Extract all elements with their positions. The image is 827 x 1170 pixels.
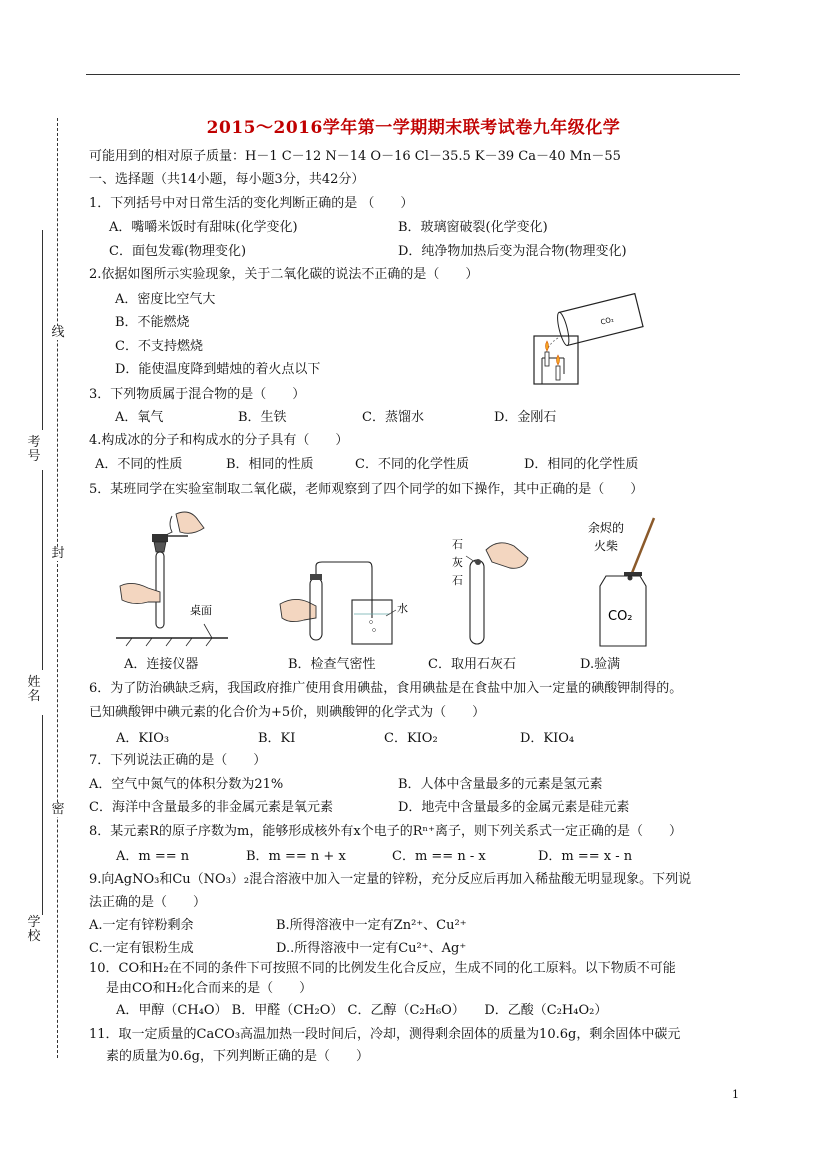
xingming-rule [42, 470, 43, 670]
q9-option-a: A.一定有锌粉剩余 [89, 918, 194, 933]
q10-stem-line1: 10．CO和H₂在不同的条件下可按照不同的比例发生化合反应，生成不同的化工原料。以下物质不可能 [89, 961, 676, 976]
page-number: 1 [732, 1088, 739, 1101]
q5-option-c: C．取用石灰石 [428, 657, 516, 672]
binding-dashed-line [57, 118, 58, 1058]
q8-option-b: B．m == n + x [246, 849, 346, 864]
q1-stem: 1．下列括号中对日常生活的变化判断正确的是 （ ） [89, 196, 414, 211]
q5-option-b: B．检查气密性 [288, 657, 376, 672]
q5-fig-match-2: 火柴 [594, 539, 619, 553]
q9-option-b: B.所得溶液中一定有Zn²⁺、Cu²⁺ [276, 918, 467, 933]
binding-label-kaohao: 考号 [27, 435, 41, 464]
kaohao-rule [42, 230, 43, 430]
q11-stem-line1: 11．取一定质量的CaCO₃高温加热一段时间后，冷却，测得剩余固体的质量为10.6g，剩余固体中碳元 [89, 1027, 681, 1042]
q4-option-a: A．不同的性质 [95, 457, 183, 472]
header-rule [86, 74, 740, 75]
q3-option-c: C．蒸馏水 [362, 410, 424, 425]
q3-stem: 3．下列物质属于混合物的是（ ） [89, 387, 306, 402]
q9-option-d: D..所得溶液中一定有Cu²⁺、Ag⁺ [276, 941, 467, 956]
q4-option-d: D．相同的化学性质 [524, 457, 639, 472]
q9-stem-line1: 9.向AgNO₃和Cu（NO₃）₂混合溶液中加入一定量的锌粉，充分反应后再加入稀盐酸无明显现象。下列说 [89, 872, 692, 887]
q8-option-a: A．m == n [116, 849, 190, 864]
q5-stem: 5．某班同学在实验室制取二氧化碳，老师观察到了四个同学的如下操作，其中正确的是（ ） [89, 482, 644, 497]
q2-option-d: D．能使温度降到蜡烛的着火点以下 [115, 362, 321, 377]
q10-stem-line2: 是由CO和H₂化合而来的是（ ） [106, 981, 313, 996]
q5-fig-desk-label: 桌面 [190, 605, 212, 617]
q2-stem: 2.依据如图所示实验现象，关于二氧化碳的说法不正确的是（ ） [89, 267, 479, 282]
binding-label-xuexiao: 学校 [27, 915, 41, 944]
binding-char-feng: 封 [51, 546, 65, 561]
q6-stem-line2: 已知碘酸钾中碘元素的化合价为+5价，则碘酸钾的化学式为（ ） [89, 705, 486, 720]
q4-option-c: C．不同的化学性质 [355, 457, 469, 472]
q2-option-a: A．密度比空气大 [115, 292, 216, 307]
q7-option-c: C．海洋中含量最多的非金属元素是氧元素 [89, 800, 333, 815]
q6-option-a: A．KIO₃ [116, 731, 170, 746]
q5-option-d: D.验满 [580, 657, 621, 672]
q3-option-b: B．生铁 [238, 410, 287, 425]
q4-option-b: B．相同的性质 [226, 457, 314, 472]
atomic-masses: 可能用到的相对原子质量：H－1 C－12 N－14 O－16 Cl－35.5 K－39 Ca－40 Mn－55 [89, 149, 621, 164]
q8-stem: 8．某元素R的原子序数为m，能够形成核外有x个电子的Rⁿ⁺离子，则下列关系式一定正确的是（ ） [89, 824, 682, 839]
q6-option-d: D．KIO₄ [520, 731, 575, 746]
q5-fig-limestone-2: 灰 [452, 557, 463, 569]
q5-figure-b [276, 560, 416, 650]
binding-label-xingming: 姓名 [27, 675, 41, 704]
q8-option-c: C．m == n - x [392, 849, 486, 864]
q7-option-a: A．空气中氮气的体积分数为21% [89, 777, 284, 792]
q5-fig-limestone-3: 石 [452, 575, 463, 587]
q5-fig-water-label: 水 [397, 603, 408, 615]
q6-stem-line1: 6．为了防治碘缺乏病，我国政府推广使用食用碘盐，食用碘盐是在食盐中加入一定量的碘酸钾制得的。 [89, 681, 683, 696]
q8-option-d: D．m == x - n [538, 849, 633, 864]
q5-fig-limestone-1: 石 [452, 539, 463, 551]
q1-option-a: A．嘴嚼米饭时有甜味(化学变化) [109, 220, 298, 235]
q1-option-b: B．玻璃窗破裂(化学变化) [398, 220, 548, 235]
q2-candle-figure [520, 292, 644, 388]
q9-option-c: C.一定有银粉生成 [89, 941, 194, 956]
section-heading: 一、选择题（共14小题，每小题3分，共42分） [89, 172, 365, 187]
q6-option-b: B．KI [258, 731, 296, 746]
q5-figure-d [576, 514, 676, 650]
q10-options: A．甲醇（CH₄O） B．甲醛（CH₂O） C．乙醇（C₂H₆O） D．乙酸（C₂H₄O₂） [116, 1003, 608, 1018]
q4-stem: 4.构成冰的分子和构成水的分子具有（ ） [89, 433, 349, 448]
q2-fig-co2-label: CO₂ [599, 315, 615, 327]
q7-option-b: B．人体中含量最多的元素是氢元素 [398, 777, 603, 792]
binding-char-xian: 线 [51, 325, 65, 340]
q2-option-c: C．不支持燃烧 [115, 339, 203, 354]
q3-option-a: A．氧气 [115, 410, 164, 425]
q5-fig-co2-label: CO₂ [608, 609, 633, 624]
q5-fig-match-1: 余烬的 [588, 521, 625, 535]
q1-option-c: C．面包发霉(物理变化) [109, 244, 247, 259]
q9-stem-line2: 法正确的是（ ） [89, 895, 207, 910]
q7-stem: 7．下列说法正确的是（ ） [89, 753, 267, 768]
q5-figure-a [112, 506, 232, 648]
q1-option-d: D．纯净物加热后变为混合物(物理变化) [398, 244, 627, 259]
q5-option-a: A．连接仪器 [124, 657, 199, 672]
exam-title: 2015～2016学年第一学期期末联考试卷九年级化学 [206, 118, 621, 138]
q11-stem-line2: 素的质量为0.6g，下列判断正确的是（ ） [106, 1049, 369, 1064]
binding-char-mi: 密 [51, 802, 65, 817]
q7-option-d: D．地壳中含量最多的金属元素是硅元素 [398, 800, 630, 815]
q5-figure-c [448, 536, 548, 648]
xuexiao-rule [42, 715, 43, 915]
q3-option-d: D．金刚石 [494, 410, 557, 425]
q2-option-b: B．不能燃烧 [115, 315, 190, 330]
q6-option-c: C．KIO₂ [384, 731, 438, 746]
